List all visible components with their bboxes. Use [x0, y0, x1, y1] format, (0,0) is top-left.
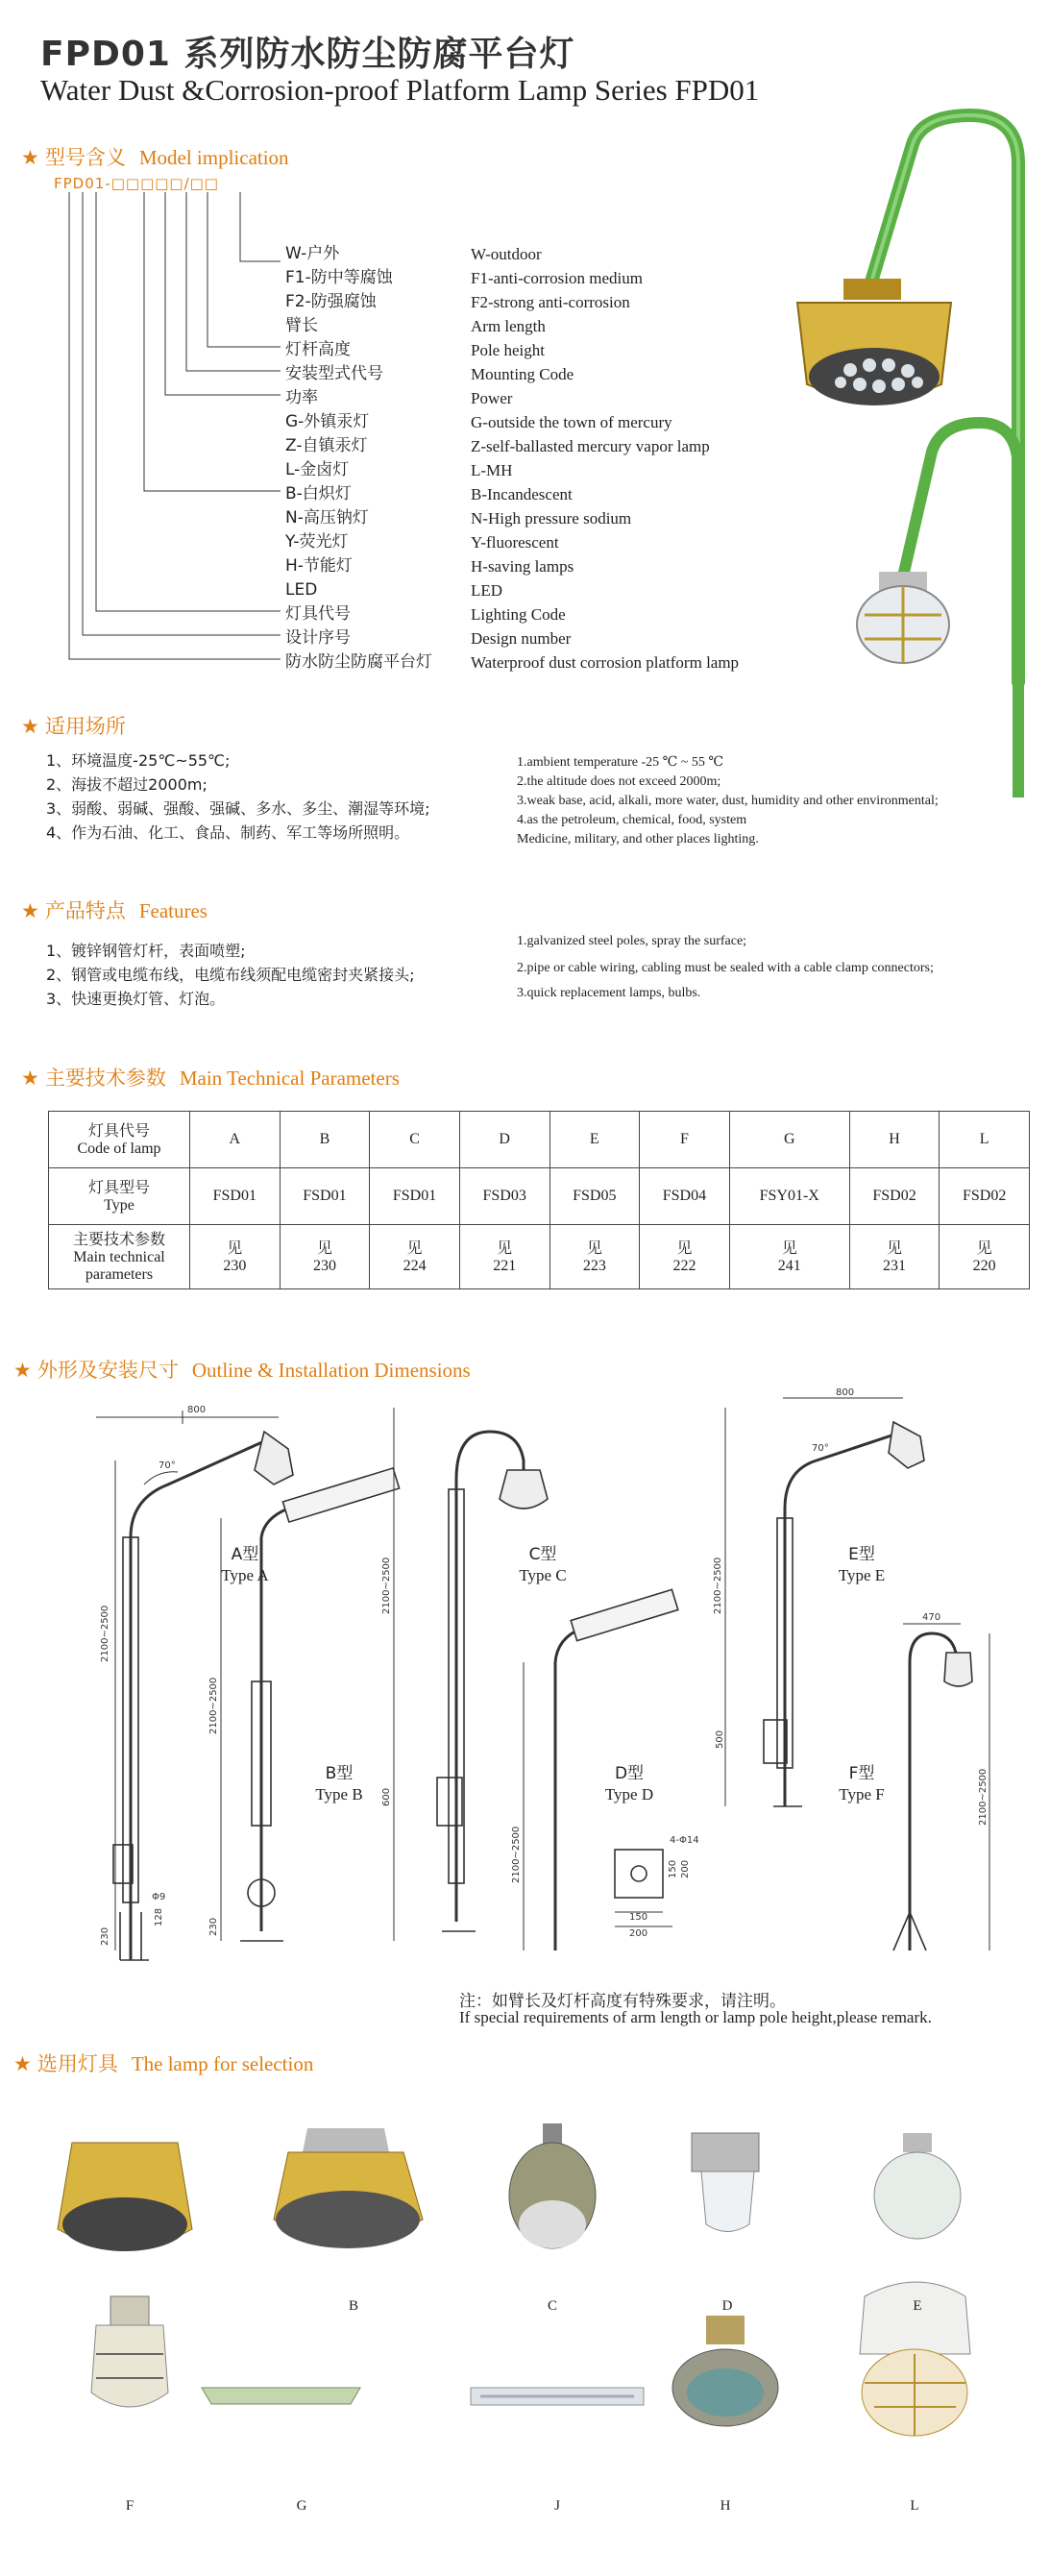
row-label-en: Type: [104, 1196, 134, 1214]
model-row-en: F2-strong anti-corrosion: [471, 293, 630, 311]
table-cell: [940, 1225, 1030, 1289]
model-row-en: B-Incandescent: [471, 485, 573, 503]
model-row-en: LED: [471, 581, 503, 600]
dim-500-e: 500: [715, 1730, 725, 1749]
page-ref: 221: [493, 1257, 517, 1274]
dim-150b-d: 150: [629, 1912, 648, 1923]
application-cn-2: 2、海拔不超过2000m;: [46, 775, 208, 794]
dim-angle-e: 70°: [812, 1443, 829, 1454]
table-header-cell: [49, 1112, 190, 1168]
table-cell: E: [549, 1112, 640, 1168]
row-label-cn: 灯具代号: [87, 1120, 150, 1140]
model-row-cn: Z-自镇汞灯: [285, 436, 368, 455]
table-cell: [190, 1225, 281, 1289]
type-en: Type B: [315, 1785, 363, 1803]
params-heading: [21, 1063, 400, 1092]
model-row-en: L-MH: [471, 461, 513, 479]
table-header-cell: [49, 1168, 190, 1225]
table-cell: [370, 1225, 460, 1289]
application-heading-cn: 适用场所: [44, 715, 126, 738]
application-cn-3: 3、弱酸、弱碱、强酸、强碱、多水、多尘、潮湿等环境;: [46, 799, 430, 818]
table-cell: L: [940, 1112, 1030, 1168]
selection-heading: [13, 2049, 313, 2077]
page-ref: 222: [672, 1257, 696, 1274]
star-icon: ★: [21, 715, 39, 738]
model-row-cn: 安装型式代号: [285, 364, 383, 383]
dim-200b-d: 200: [629, 1928, 648, 1939]
params-table: [48, 1111, 1030, 1289]
table-row: [49, 1112, 1030, 1168]
product-photos: [759, 106, 1038, 701]
lamp-d-photo-icon: [692, 2133, 759, 2232]
table-cell: [849, 1225, 940, 1289]
model-row-en: Y-fluorescent: [471, 533, 559, 552]
see-label: 见: [781, 1238, 797, 1257]
explosion-proof-lamp-icon: [857, 572, 949, 663]
application-heading: [21, 711, 139, 740]
see-label: 见: [976, 1238, 992, 1257]
dim-holes-d: 4-Φ14: [670, 1835, 699, 1846]
features-cn-2: 2、钢管或电缆布线，电缆布线须配电缆密封夹紧接头;: [46, 966, 415, 984]
star-icon: ★: [13, 1359, 32, 1382]
table-cell: B: [280, 1112, 370, 1168]
page-ref: 224: [403, 1257, 427, 1274]
dim-arm-e: 800: [836, 1387, 855, 1398]
table-cell: FSD03: [459, 1168, 549, 1225]
type-cn: D型: [614, 1764, 645, 1783]
dim-height-a: 2100~2500: [100, 1605, 110, 1662]
selection-heading-en: The lamp for selection: [131, 2052, 314, 2075]
params-heading-en: Main Technical Parameters: [179, 1067, 400, 1090]
lamp-c-photo-icon: [509, 2123, 596, 2248]
row-label-cn: 灯具型号: [87, 1177, 150, 1196]
model-heading: [21, 142, 289, 171]
model-row-cn: 功率: [285, 388, 318, 407]
row-label-en: Main technical: [73, 1248, 165, 1265]
model-row-cn: Y-荧光灯: [285, 532, 349, 552]
lamp-f-icon: [944, 1653, 972, 1686]
table-cell: G: [729, 1112, 849, 1168]
dimensions-note-en: If special requirements of arm length or lamp pole height,please remark.: [459, 2008, 932, 2026]
dim-height-d: 2100~2500: [511, 1826, 522, 1883]
type-e-label: [818, 1545, 905, 1586]
type-c-label: [500, 1545, 586, 1586]
application-en-1: 1.ambient temperature -25 ℃ ~ 55 ℃: [517, 755, 724, 770]
type-cn: E型: [848, 1545, 875, 1564]
selection-label-d: D: [721, 2298, 733, 2314]
table-row: [49, 1225, 1030, 1289]
type-en: Type F: [839, 1785, 885, 1803]
table-cell: H: [849, 1112, 940, 1168]
lamp-h-photo-icon: [672, 2316, 778, 2426]
type-e-drawing: [725, 1398, 903, 1806]
selection-label-c: C: [547, 2298, 557, 2314]
lamp-a-photo-icon: [58, 2143, 192, 2251]
table-cell: [640, 1225, 730, 1289]
page-ref: 223: [582, 1257, 606, 1274]
model-row-cn: G-外镇汞灯: [285, 412, 370, 431]
dim-base-b: 230: [208, 1917, 219, 1936]
see-label: 见: [406, 1238, 423, 1257]
table-cell: [729, 1225, 849, 1289]
lamp-b-photo-icon: [274, 2128, 423, 2248]
dim-arm-a: 800: [187, 1405, 207, 1415]
selection-label-l: L: [910, 2498, 919, 2514]
model-row-cn: F1-防中等腐蚀: [285, 268, 393, 287]
dim-height-f: 2100~2500: [978, 1768, 989, 1826]
application-en-5: Medicine, military, and other places lighting.: [517, 832, 759, 846]
dim-angle-a: 70°: [159, 1460, 176, 1471]
model-row-en: Lighting Code: [471, 605, 566, 624]
table-row: [49, 1168, 1030, 1225]
type-en: Type D: [604, 1785, 654, 1803]
lamp-j-photo-icon: [471, 2388, 644, 2405]
type-en: Type C: [519, 1566, 567, 1584]
type-cn: C型: [528, 1545, 557, 1564]
model-heading-cn: 型号含义: [44, 146, 126, 169]
table-cell: [459, 1225, 549, 1289]
dim-height-c: 2100~2500: [381, 1557, 392, 1614]
star-icon: ★: [13, 2052, 32, 2075]
dim-base-a: 230: [100, 1926, 110, 1946]
table-cell: [280, 1225, 370, 1289]
see-label: 见: [676, 1238, 693, 1257]
selection-heading-cn: 选用灯具: [37, 2052, 118, 2075]
type-a-label: [202, 1545, 288, 1586]
features-heading: [21, 895, 208, 924]
page-ref: 241: [777, 1257, 801, 1274]
page-ref: 231: [883, 1257, 907, 1274]
dim-small-a: 128: [154, 1907, 164, 1926]
table-cell: [549, 1225, 640, 1289]
features-heading-en: Features: [138, 899, 208, 922]
model-row-en: G-outside the town of mercury: [471, 413, 672, 431]
lamp-e-icon: [889, 1422, 924, 1468]
dimensions-heading-cn: 外形及安装尺寸: [37, 1359, 179, 1382]
lamp-a-icon: [255, 1432, 293, 1484]
model-row-cn: B-白炽灯: [285, 484, 352, 503]
features-heading-cn: 产品特点: [44, 899, 126, 922]
model-row-cn: N-高压钠灯: [285, 508, 369, 527]
dimension-drawings: [0, 1387, 1050, 1999]
model-row-en: N-High pressure sodium: [471, 509, 632, 527]
table-cell: FSD05: [549, 1168, 640, 1225]
table-cell: FSY01-X: [729, 1168, 849, 1225]
model-row-cn: W-户外: [285, 244, 340, 263]
params-heading-cn: 主要技术参数: [44, 1067, 166, 1090]
table-cell: F: [640, 1112, 730, 1168]
features-en-1: 1.galvanized steel poles, spray the surface;: [517, 934, 747, 948]
dim-470-f: 470: [922, 1612, 941, 1623]
model-row-en: W-outdoor: [471, 245, 542, 263]
star-icon: ★: [21, 1067, 39, 1090]
row-label-en: Code of lamp: [77, 1140, 161, 1157]
model-row-cn: LED: [285, 580, 318, 600]
features-en-2: 2.pipe or cable wiring, cabling must be sealed with a cable clamp connectors;: [517, 961, 934, 975]
see-label: 见: [586, 1238, 602, 1257]
type-en: Type E: [838, 1566, 886, 1584]
table-cell: FSD02: [940, 1168, 1030, 1225]
model-heading-en: Model implication: [138, 146, 289, 169]
model-row-en: Arm length: [471, 317, 546, 335]
page-ref: 220: [972, 1257, 996, 1274]
lamp-selection-photos: [0, 2104, 1050, 2556]
page-title-en: Water Dust &Corrosion-proof Platform Lamp Series FPD01: [40, 73, 760, 107]
page-ref: 230: [312, 1257, 336, 1274]
application-cn-4: 4、作为石油、化工、食品、制药、军工等场所照明。: [46, 823, 410, 842]
page-title-cn: FPD01 系列防水防尘防腐平台灯: [40, 35, 575, 74]
features-cn-3: 3、快速更换灯管、灯泡。: [46, 990, 226, 1008]
type-b-drawing: [221, 1468, 400, 1941]
lamp-f-photo-icon: [91, 2296, 168, 2407]
page-ref: 230: [223, 1257, 247, 1274]
model-row-en: Mounting Code: [471, 365, 574, 383]
model-row-en: Design number: [471, 629, 572, 648]
selection-label-e: E: [913, 2298, 922, 2314]
model-row-cn: 设计序号: [285, 628, 351, 648]
dimensions-note-cn: 注：如臂长及灯杆高度有特殊要求，请注明。: [459, 1992, 786, 2011]
lamp-g-photo-icon: [202, 2388, 360, 2404]
application-en-4: 4.as the petroleum, chemical, food, system: [517, 813, 747, 827]
dim-hole-a: Φ9: [152, 1892, 166, 1902]
table-cell: FSD04: [640, 1168, 730, 1225]
dimensions-heading: [13, 1355, 471, 1384]
selection-label-f: F: [125, 2498, 134, 2514]
table-cell: D: [459, 1112, 549, 1168]
row-label-en: parameters: [85, 1265, 154, 1283]
model-row-cn: 灯具代号: [285, 604, 351, 624]
see-label: 见: [497, 1238, 513, 1257]
table-cell: FSD01: [370, 1168, 460, 1225]
star-icon: ★: [21, 899, 39, 922]
type-cn: F型: [848, 1764, 875, 1783]
features-cn-1: 1、镀锌钢管灯杆，表面喷塑;: [46, 942, 246, 960]
dim-600-c: 600: [381, 1787, 392, 1806]
type-en: Type A: [221, 1566, 269, 1584]
model-row-cn: 防水防尘防腐平台灯: [285, 652, 432, 672]
model-row-en: F1-anti-corrosion medium: [471, 269, 643, 287]
model-row-cn: 臂长: [285, 316, 318, 335]
dim-height-b: 2100~2500: [208, 1677, 219, 1734]
model-code: FPD01-□□□□□/□□: [54, 175, 219, 192]
type-cn: A型: [231, 1545, 259, 1564]
application-cn-1: 1、环境温度-25℃~55℃;: [46, 751, 231, 770]
table-cell: FSD02: [849, 1168, 940, 1225]
application-en-2: 2.the altitude does not exceed 2000m;: [517, 774, 721, 789]
see-label: 见: [227, 1238, 243, 1257]
model-row-cn: L-金卤灯: [285, 460, 350, 479]
type-f-label: [818, 1764, 905, 1805]
see-label: 见: [887, 1238, 903, 1257]
model-row-en: Power: [471, 389, 513, 407]
application-en-3: 3.weak base, acid, alkali, more water, dust, humidity and other environmental;: [517, 794, 939, 808]
model-row-en: Pole height: [471, 341, 545, 359]
table-cell: FSD01: [280, 1168, 370, 1225]
row-label-cn: 主要技术参数: [72, 1229, 165, 1248]
type-f-drawing: [893, 1624, 989, 1950]
model-row-cn: 灯杆高度: [285, 340, 351, 359]
star-icon: ★: [21, 146, 39, 169]
selection-label-j: J: [554, 2498, 560, 2514]
model-row-cn: H-节能灯: [285, 556, 353, 576]
see-label: 见: [316, 1238, 332, 1257]
selection-label-b: B: [348, 2298, 358, 2314]
model-row-en: H-saving lamps: [471, 557, 574, 576]
selection-label-h: H: [720, 2498, 731, 2514]
dim-200-d: 200: [680, 1859, 691, 1878]
selection-label-g: G: [296, 2498, 307, 2514]
table-cell: FSD01: [190, 1168, 281, 1225]
dimensions-heading-en: Outline & Installation Dimensions: [191, 1359, 471, 1382]
table-cell: C: [370, 1112, 460, 1168]
table-cell: A: [190, 1112, 281, 1168]
lamp-e-photo-icon: [874, 2133, 961, 2239]
type-d-label: [586, 1764, 672, 1805]
model-row-en: Waterproof dust corrosion platform lamp: [471, 653, 740, 672]
model-row-en: Z-self-ballasted mercury vapor lamp: [471, 437, 710, 455]
brass-led-lamp-icon: [797, 279, 951, 405]
dim-height-e: 2100~2500: [713, 1557, 723, 1614]
model-row-cn: F2-防强腐蚀: [285, 292, 377, 311]
features-en-3: 3.quick replacement lamps, bulbs.: [517, 986, 701, 1000]
lamp-c-icon: [500, 1470, 548, 1509]
dim-150-d: 150: [668, 1859, 678, 1878]
table-header-cell: [49, 1225, 190, 1289]
type-cn: B型: [325, 1764, 354, 1783]
type-b-label: [296, 1764, 382, 1805]
